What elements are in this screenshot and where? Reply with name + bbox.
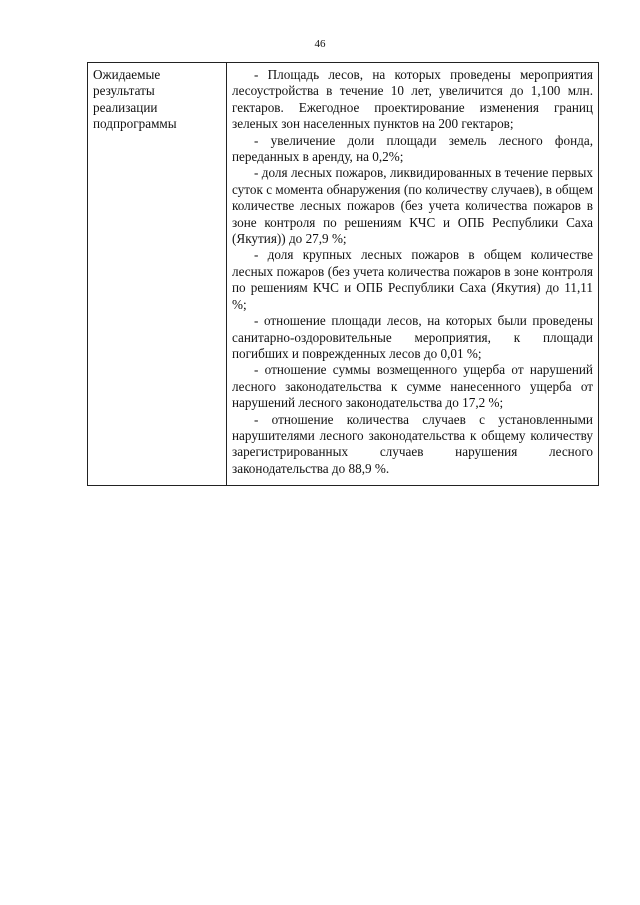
result-paragraph: - отношение количества случаев с установленными нарушителями лесного законодательства к общему количеству зарегистрированных случаев нарушения лесного законодательства до 88,9 %. [232, 411, 593, 476]
result-paragraph: - доля крупных лесных пожаров в общем количестве лесных пожаров (без учета количества пожаров в зоне контроля по решениям КЧС и ОПБ Республики Саха (Якутия) до 11,11 %; [232, 247, 593, 312]
row-label-cell [88, 63, 227, 486]
results-table [87, 62, 599, 486]
row-label-line: Ожидаемые [93, 67, 161, 82]
result-paragraph: - доля лесных пожаров, ликвидированных в течение первых суток с момента обнаружения (по количеству случаев), в общем количестве лесных пожаров (без учета количества пожаров в зоне контроля по решениям КЧС и ОПБ Республики Саха (Якутия)) до 27,9 %; [232, 165, 593, 247]
result-paragraph: - отношение суммы возмещенного ущерба от нарушений лесного законодательства к сумме нанесенного ущерба от нарушений лесного законодательства до 17,2 %; [232, 362, 593, 411]
row-label-line: подпрограммы [93, 116, 177, 132]
row-label-line: результаты [93, 83, 155, 99]
table-row [88, 63, 599, 486]
result-paragraph: - увеличение доли площади земель лесного фонда, переданных в аренду, на 0,2%; [232, 132, 593, 165]
result-paragraph: - отношение площади лесов, на которых были проведены санитарно-оздоровительные мероприятия, к площади погибших и поврежденных лесов до 0,01 %; [232, 313, 593, 361]
row-label-line: реализации [93, 99, 158, 115]
page-number: 46 [314, 38, 326, 50]
row-content-cell [227, 63, 599, 486]
result-paragraph: - Площадь лесов, на которых проведены мероприятия лесоустройства в течение 10 лет, увеличится до 1,100 млн. гектаров. Ежегодное проектирование изменения границ зеленых зон населенных пунктов на 200 гектаров; [232, 67, 593, 132]
